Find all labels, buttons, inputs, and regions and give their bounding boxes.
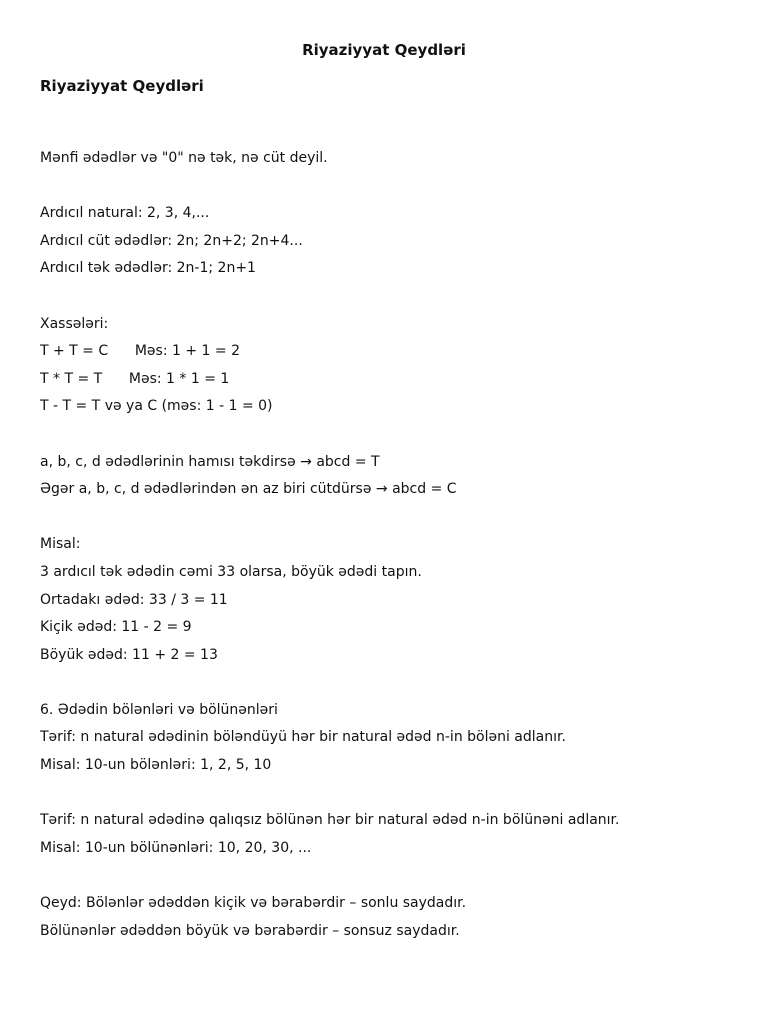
text-line: Böyük ədəd: 11 + 2 = 13 [40,646,218,663]
text-line: Misal: 10-un bölənləri: 1, 2, 5, 10 [40,757,272,774]
text-line: Əgər a, b, c, d ədədlərindən ən az biri cütdürsə → abcd = C [40,481,457,498]
paragraph-spacer [40,283,740,311]
text-line: Kiçik ədəd: 11 - 2 = 9 [40,619,192,636]
text-line: T + T = C Məs: 1 + 1 = 2 [40,343,240,360]
text-line: Ardıcıl cüt ədədlər: 2n; 2n+2; 2n+4... [40,232,303,249]
document-body [40,145,740,945]
paragraph-spacer [40,504,740,532]
text-line: Misal: [40,536,81,553]
paragraph-spacer [40,421,740,449]
document-title: Riyaziyyat Qeydləri [40,77,204,95]
text-line: 3 ardıcıl tək ədədin cəmi 33 olarsa, böyük ədədi tapın. [40,563,422,580]
page-header-title: Riyaziyyat Qeydləri [302,41,466,59]
text-line: Ardıcıl natural: 2, 3, 4,... [40,205,210,222]
paragraph-spacer [40,780,740,808]
text-line: Tərif: n natural ədədinin böləndüyü hər bir natural ədəd n-in böləni adlanır. [40,729,566,746]
paragraph-spacer [40,173,740,201]
text-line: Qeyd: Bölənlər ədəddən kiçik və bərabərdir – sonlu saydadır. [40,895,467,912]
text-line: Xassələri: [40,315,109,332]
paragraph-spacer [40,669,740,697]
text-line: T * T = T Məs: 1 * 1 = 1 [40,370,230,387]
text-line: Ardıcıl tək ədədlər: 2n-1; 2n+1 [40,260,256,277]
text-line: Misal: 10-un bölünənləri: 10, 20, 30, ... [40,839,312,856]
paragraph-spacer [40,862,740,890]
text-line: Ortadakı ədəd: 33 / 3 = 11 [40,591,228,608]
text-line: T - T = T və ya C (məs: 1 - 1 = 0) [40,398,273,415]
text-line: a, b, c, d ədədlərinin hamısı təkdirsə → abcd = T [40,453,380,470]
text-line: Mənfi ədədlər və "0" nə tək, nə cüt deyil. [40,150,328,166]
text-line: Tərif: n natural ədədinə qalıqsız bölünən hər bir natural ədəd n-in bölünəni adlanır. [40,812,620,829]
text-line: Bölünənlər ədəddən böyük və bərabərdir – sonsuz saydadır. [40,922,460,939]
text-line: 6. Ədədin bölənləri və bölünənləri [40,701,278,718]
